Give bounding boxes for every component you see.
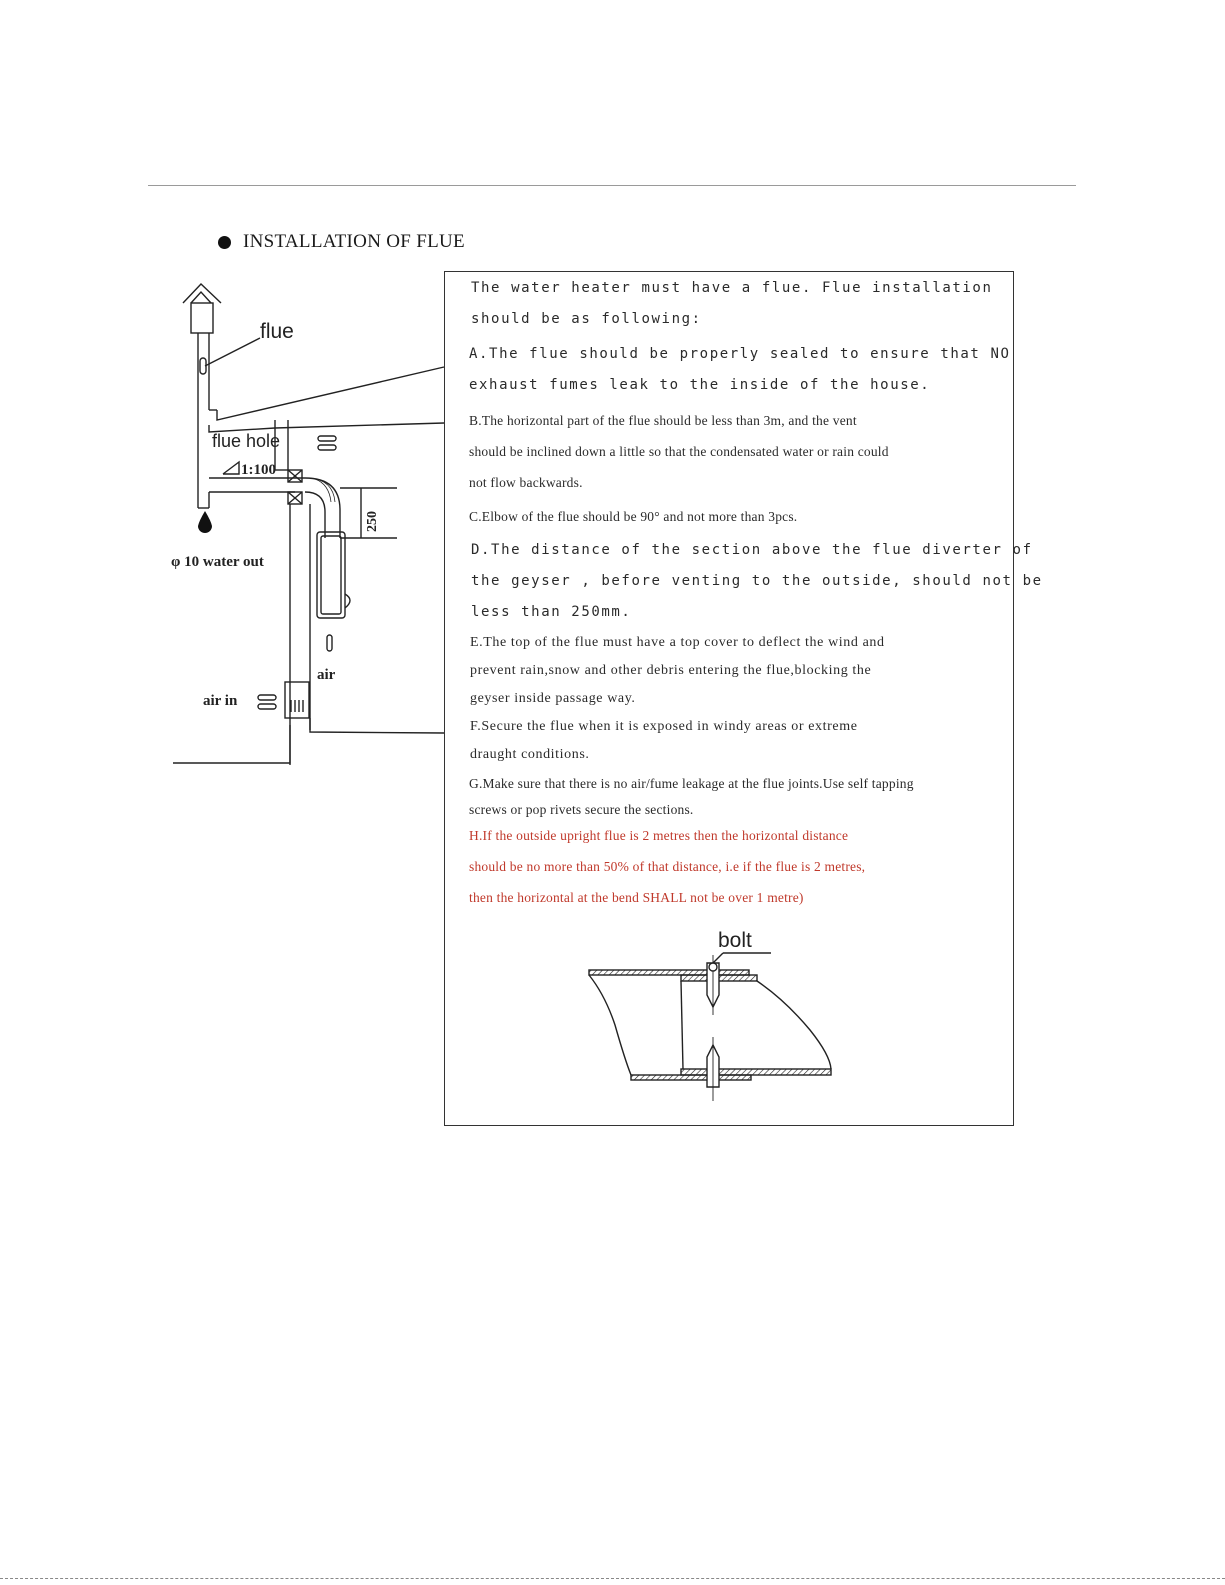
water-drop-icon (198, 511, 212, 533)
bolt-joint-diagram (585, 925, 835, 1105)
label-flue-hole: flue hole (212, 431, 281, 451)
label-air-in: air in (203, 693, 238, 709)
flue-installation-diagram (165, 270, 450, 770)
item-e-line-3: geyser inside passage way. (470, 691, 636, 706)
label-slope: 1:100 (241, 462, 276, 478)
item-e-line-1: E.The top of the flue must have a top cover to deflect the wind and (470, 635, 885, 650)
item-h-line-1: H.If the outside upright flue is 2 metres then the horizontal distance (469, 828, 849, 843)
bullet-icon (218, 236, 231, 249)
item-b-line-3: not flow backwards. (469, 475, 583, 490)
item-a-line-2: exhaust fumes leak to the inside of the house. (469, 377, 931, 393)
item-f-line-2: draught conditions. (470, 747, 590, 762)
item-g-line-2: screws or pop rivets secure the sections. (469, 802, 694, 817)
bottom-divider (0, 1578, 1225, 1579)
item-b-line-1: B.The horizontal part of the flue should be less than 3m, and the vent (469, 413, 857, 428)
item-h-line-2: should be no more than 50% of that distance, i.e if the flue is 2 metres, (469, 859, 866, 874)
item-f-line-1: F.Secure the flue when it is exposed in windy areas or extreme (470, 719, 858, 734)
label-flue: flue (260, 320, 294, 343)
item-h-line-3: then the horizontal at the bend SHALL not be over 1 metre) (469, 890, 804, 905)
item-e-line-2: prevent rain,snow and other debris entering the flue,blocking the (470, 663, 872, 678)
label-water-out: φ 10 water out (171, 554, 264, 570)
intro-line-1: The water heater must have a flue. Flue installation (471, 280, 993, 296)
label-bolt: bolt (718, 929, 752, 952)
heading-text: INSTALLATION OF FLUE (243, 231, 465, 252)
flue-top-box (191, 303, 213, 333)
top-divider (148, 185, 1076, 186)
item-b-line-2: should be inclined down a little so that the condensated water or rain could (469, 444, 889, 459)
intro-line-2: should be as following: (471, 311, 702, 327)
item-g-line-1: G.Make sure that there is no air/fume leakage at the flue joints.Use self tapping (469, 776, 914, 791)
item-d-line-2: the geyser , before venting to the outside, should not be (471, 573, 1043, 589)
item-d-line-3: less than 250mm. (471, 604, 632, 620)
section-heading (218, 231, 465, 253)
item-c-line-1: C.Elbow of the flue should be 90° and not more than 3pcs. (469, 509, 798, 524)
label-air: air (317, 667, 336, 683)
label-dimension: 250 (365, 511, 380, 532)
item-a-line-1: A.The flue should be properly sealed to ensure that NO (469, 346, 1011, 362)
item-d-line-1: D.The distance of the section above the flue diverter of (471, 542, 1033, 558)
